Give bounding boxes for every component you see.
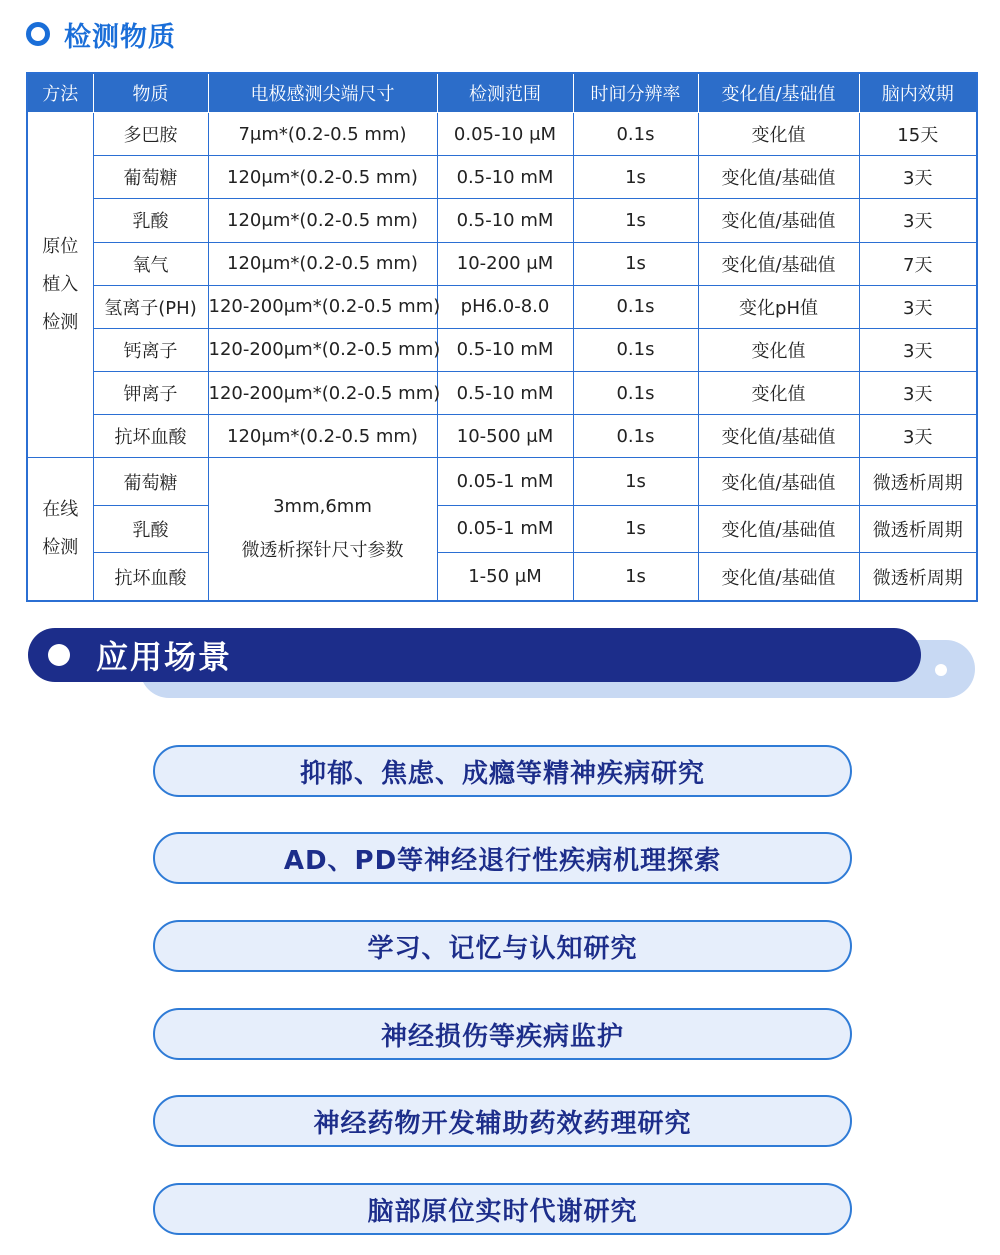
lifetime-cell: 3天 <box>859 156 977 199</box>
range-cell: 0.5-10 mM <box>437 372 573 415</box>
table-header-row <box>27 73 977 113</box>
header-time-resolution: 时间分辨率 <box>573 73 698 113</box>
value-type-cell: 变化值/基础值 <box>698 415 859 458</box>
range-cell: 0.05-1 mM <box>437 505 573 552</box>
substance-cell: 氢离子(PH) <box>93 285 208 328</box>
table-row <box>27 113 977 156</box>
electrode-size-cell: 120μm*(0.2-0.5 mm) <box>208 415 437 458</box>
value-type-cell: 变化值/基础值 <box>698 505 859 552</box>
table-row <box>27 199 977 242</box>
time-resolution-cell: 0.1s <box>573 415 698 458</box>
range-cell: 0.05-1 mM <box>437 458 573 505</box>
lifetime-cell: 3天 <box>859 199 977 242</box>
scenario-item: AD、PD等神经退行性疾病机理探索 <box>153 832 852 884</box>
lifetime-cell: 7天 <box>859 242 977 285</box>
time-resolution-cell: 1s <box>573 553 698 601</box>
header-value-type: 变化值/基础值 <box>698 73 859 113</box>
range-cell: 10-500 μM <box>437 415 573 458</box>
circle-bullet-icon <box>26 22 50 46</box>
value-type-cell: 变化值 <box>698 372 859 415</box>
electrode-size-cell: 120-200μm*(0.2-0.5 mm) <box>208 328 437 371</box>
method-cell-online <box>27 458 93 601</box>
time-resolution-cell: 0.1s <box>573 113 698 156</box>
table-row <box>27 242 977 285</box>
method-label-line: 植入 <box>42 274 79 296</box>
electrode-size-cell: 120μm*(0.2-0.5 mm) <box>208 156 437 199</box>
section-banner-applications <box>28 628 921 682</box>
value-type-cell: 变化值/基础值 <box>698 242 859 285</box>
time-resolution-cell: 1s <box>573 242 698 285</box>
range-cell: 1-50 μM <box>437 553 573 601</box>
range-cell: 0.5-10 mM <box>437 156 573 199</box>
table-row <box>27 372 977 415</box>
method-label-line: 在线 <box>42 499 79 521</box>
table-row <box>27 156 977 199</box>
range-cell: 0.5-10 mM <box>437 328 573 371</box>
table-row <box>27 505 977 552</box>
time-resolution-cell: 0.1s <box>573 328 698 371</box>
substance-cell: 钙离子 <box>93 328 208 371</box>
header-substance: 物质 <box>93 73 208 113</box>
value-type-cell: 变化值/基础值 <box>698 553 859 601</box>
lifetime-cell: 15天 <box>859 113 977 156</box>
lifetime-cell: 微透析周期 <box>859 505 977 552</box>
range-cell: 0.05-10 μM <box>437 113 573 156</box>
circle-bullet-icon <box>48 644 70 666</box>
scenario-item: 脑部原位实时代谢研究 <box>153 1183 852 1235</box>
scenario-item: 神经药物开发辅助药效药理研究 <box>153 1095 852 1147</box>
value-type-cell: 变化值/基础值 <box>698 199 859 242</box>
time-resolution-cell: 1s <box>573 458 698 505</box>
time-resolution-cell: 1s <box>573 156 698 199</box>
substance-cell: 葡萄糖 <box>93 458 208 505</box>
substance-cell: 抗坏血酸 <box>93 415 208 458</box>
substance-cell: 钾离子 <box>93 372 208 415</box>
table-row <box>27 458 977 505</box>
table-row <box>27 553 977 601</box>
substance-cell: 抗坏血酸 <box>93 553 208 601</box>
detection-spec-table <box>26 72 978 602</box>
table-row <box>27 415 977 458</box>
electrode-size-cell: 120μm*(0.2-0.5 mm) <box>208 199 437 242</box>
scenario-item: 学习、记忆与认知研究 <box>153 920 852 972</box>
method-label-line: 检测 <box>42 537 79 559</box>
header-range: 检测范围 <box>437 73 573 113</box>
probe-size-cell <box>208 458 437 601</box>
table-row <box>27 328 977 371</box>
lifetime-cell: 3天 <box>859 328 977 371</box>
electrode-size-cell: 7μm*(0.2-0.5 mm) <box>208 113 437 156</box>
substance-cell: 氧气 <box>93 242 208 285</box>
probe-size-line: 3mm,6mm <box>273 496 372 518</box>
range-cell: 0.5-10 mM <box>437 199 573 242</box>
value-type-cell: 变化值 <box>698 328 859 371</box>
lifetime-cell: 3天 <box>859 285 977 328</box>
time-resolution-cell: 0.1s <box>573 285 698 328</box>
header-electrode-size: 电极感测尖端尺寸 <box>208 73 437 113</box>
value-type-cell: 变化pH值 <box>698 285 859 328</box>
value-type-cell: 变化值/基础值 <box>698 156 859 199</box>
electrode-size-cell: 120-200μm*(0.2-0.5 mm) <box>208 372 437 415</box>
banner-title: 应用场景 <box>96 638 233 676</box>
lifetime-cell: 3天 <box>859 372 977 415</box>
scenario-item: 抑郁、焦虑、成瘾等精神疾病研究 <box>153 745 852 797</box>
scenario-item: 神经损伤等疾病监护 <box>153 1008 852 1060</box>
range-cell: 10-200 μM <box>437 242 573 285</box>
lifetime-cell: 微透析周期 <box>859 553 977 601</box>
banner-dot-decoration <box>935 664 947 676</box>
electrode-size-cell: 120μm*(0.2-0.5 mm) <box>208 242 437 285</box>
substance-cell: 乳酸 <box>93 199 208 242</box>
header-method: 方法 <box>27 73 93 113</box>
substance-cell: 多巴胺 <box>93 113 208 156</box>
method-label-line: 检测 <box>42 312 79 334</box>
substance-cell: 葡萄糖 <box>93 156 208 199</box>
value-type-cell: 变化值/基础值 <box>698 458 859 505</box>
table-row <box>27 285 977 328</box>
probe-size-line: 微透析探针尺寸参数 <box>241 540 404 562</box>
section-title: 检测物质 <box>64 21 176 53</box>
time-resolution-cell: 0.1s <box>573 372 698 415</box>
substance-cell: 乳酸 <box>93 505 208 552</box>
method-label-line: 原位 <box>42 236 79 258</box>
time-resolution-cell: 1s <box>573 199 698 242</box>
time-resolution-cell: 1s <box>573 505 698 552</box>
electrode-size-cell: 120-200μm*(0.2-0.5 mm) <box>208 285 437 328</box>
lifetime-cell: 3天 <box>859 415 977 458</box>
section-header-detection <box>26 14 176 54</box>
header-lifetime: 脑内效期 <box>859 73 977 113</box>
range-cell: pH6.0-8.0 <box>437 285 573 328</box>
method-cell-in-situ <box>27 113 93 458</box>
value-type-cell: 变化值 <box>698 113 859 156</box>
lifetime-cell: 微透析周期 <box>859 458 977 505</box>
